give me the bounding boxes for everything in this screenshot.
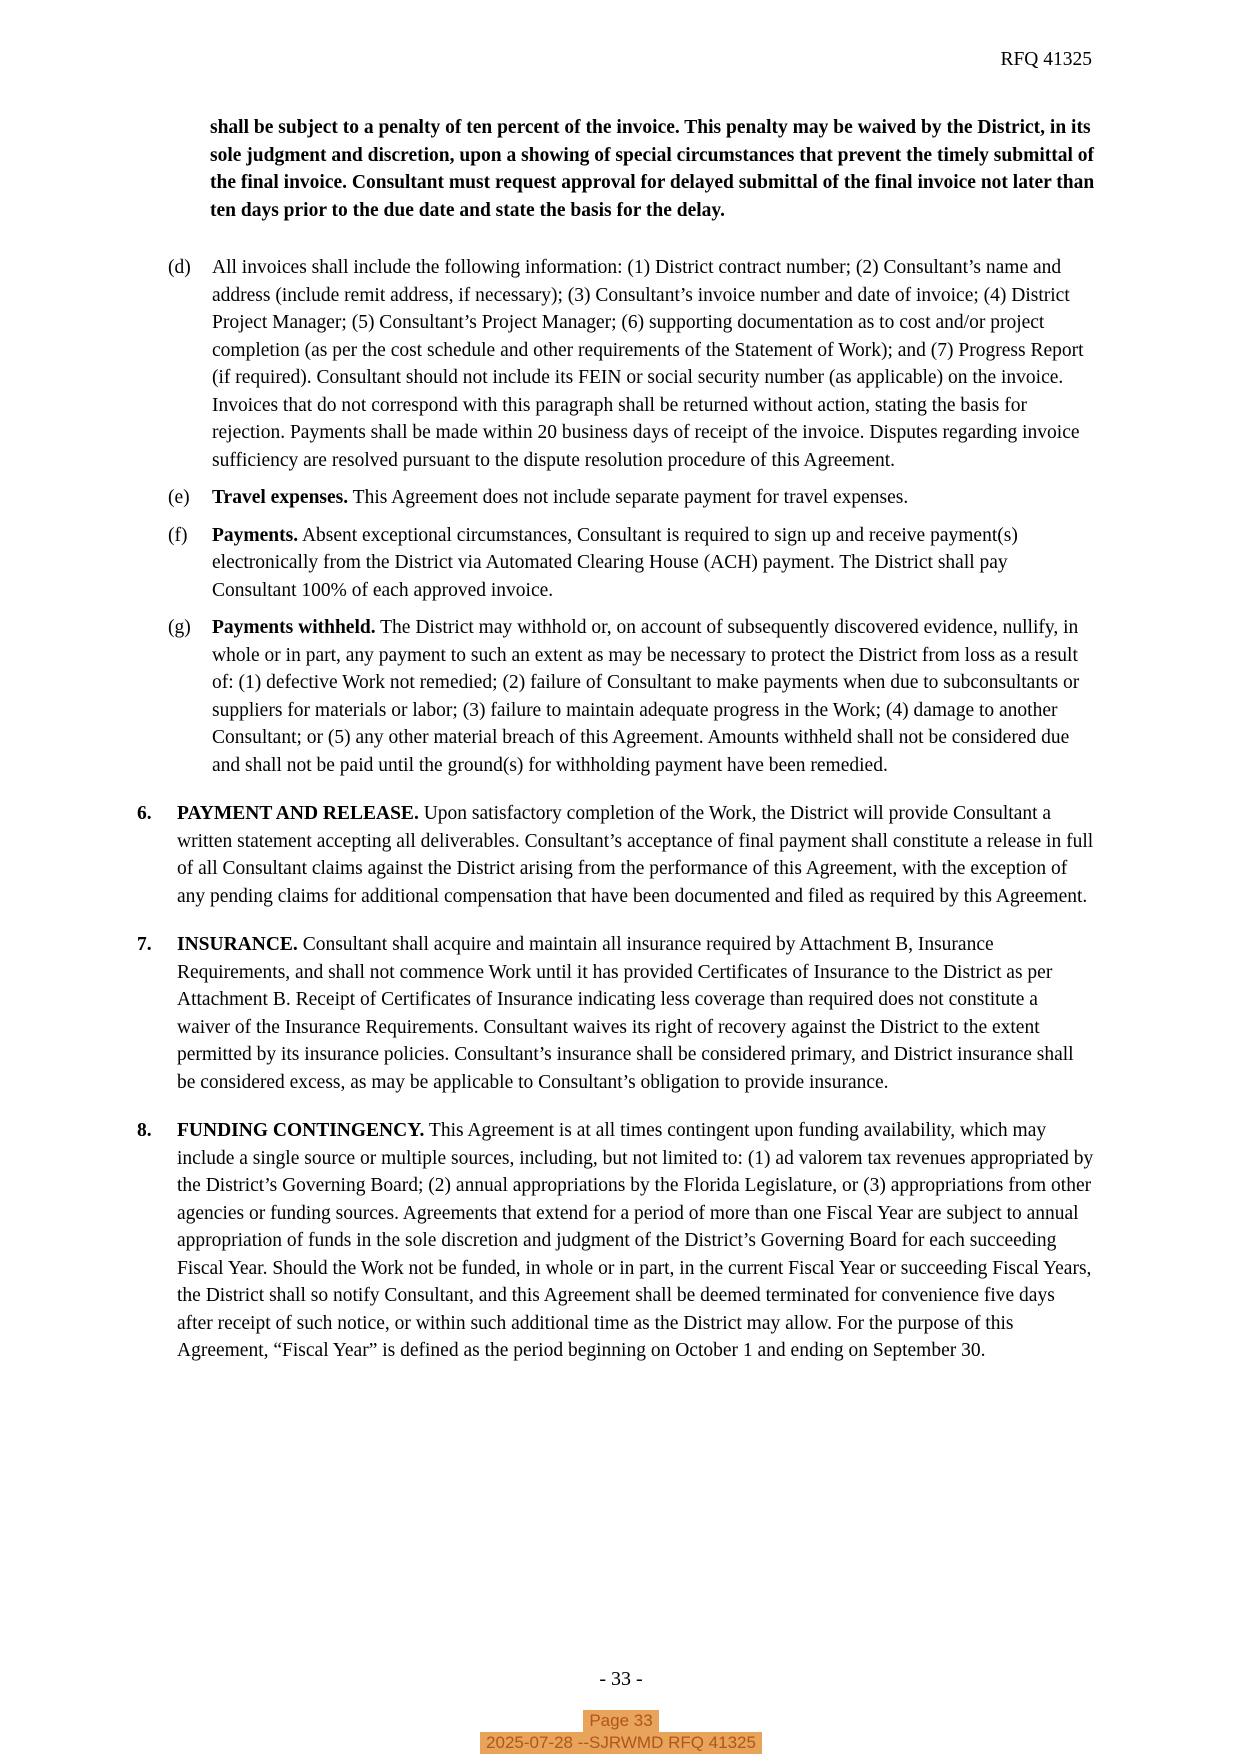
list-item-f [137,522,1095,605]
section-6-payment-and-release [137,800,1095,910]
paragraph-lead: Payments. [212,524,299,546]
page-number: - 33 - [599,1668,643,1690]
paragraph-lead: Travel expenses. [212,487,349,508]
section-text [177,931,1095,1096]
paragraph-text: This Agreement is at all times contingent upon funding availability, which may include a single source or multiple sources, including, but not limited to: (1) ad valorem tax revenues appropriated by the District’s Governing Board; (2) annual appropriations by the Florida Legislature, or (3) appropriations from other agencies or funding sources. Agreements that extend for a period of more than one Fiscal Year are subject to annual appropriation of funds in the sole discretion and judgment of the District’s Governing Board for each succeeding Fiscal Year. Should the Work not be funded, in whole or in part, in the current Fiscal Year or succeeding Fiscal Years, the District shall so notify Consultant, and this Agreement shall be deemed terminated for convenience five days after receipt of such notice, or within such additional time as the District may allow. For the purpose of this Agreement, “Fiscal Year” is defined as the period beginning on October 1 and ending on September 30. [177,1120,1094,1361]
list-item-marker: (d) [168,257,191,278]
section-7-insurance [137,931,1095,1096]
paragraph-text: Absent exceptional circumstances, Consultant is required to sign up and receive payment(s) electronically from the District via Automated Clearing House (ACH) payment. The District shall pay Consultant 100% of each approved invoice. [212,524,1018,601]
paragraph-text: The District may withhold or, on account of subsequently discovered evidence, nullify, in whole or in part, any payment to such an extent as may be necessary to protect the District from loss as a result of: (1) defective Work not remedied; (2) failure of Consultant to make payments when due to subconsultants or suppliers for materials or labor; (3) failure to maintain adequate progress in the Work; (4) damage to another Consultant; or (5) any other material breach of this Agreement. Amounts withheld shall not be considered due and shall not be paid until the ground(s) for withholding payment have been remedied. [212,617,1080,776]
section-heading: INSURANCE. [177,934,298,955]
paragraph-text: Upon satisfactory completion of the Work, the District will provide Consultant a written statement accepting all deliverables. Consultant’s acceptance of final payment shall constitute a release in full of all Consultant claims against the District arising from the performance of this Agreement, with the exception of any pending claims for additional compensation that have been documented and filed as required by this Agreement. [177,803,1094,907]
section-number: 7. [137,934,152,955]
list-item-marker: (g) [168,617,191,638]
list-item-text [212,522,1095,605]
section-text [177,1117,1095,1365]
list-item-d [137,254,1095,474]
list-item-marker: (f) [168,524,188,546]
header-doc-ref: RFQ 41325 [1000,49,1092,70]
stamp-row [0,1732,1242,1754]
paragraph-text: This Agreement does not include separate payment for travel expenses. [352,487,909,508]
list-item-e [137,484,1095,512]
list-item-text [212,254,1095,474]
section-8-funding-contingency [137,1117,1095,1365]
intro-paragraph: shall be subject to a penalty of ten percent of the invoice. This penalty may be waived by the District, in its sole judgment and discretion, upon a showing of special circumstances that prevent the timely submittal of the final invoice. Consultant must request approval for delayed submittal of the final invoice not later than ten days prior to the due date and state the basis for the delay. [210,117,1095,221]
section-text [177,800,1095,910]
section-heading: FUNDING CONTINGENCY. [177,1120,425,1141]
footer-stamp [0,1710,1242,1754]
document-content [137,114,1095,1365]
paragraph-lead: Payments withheld. [212,617,376,638]
paragraph-text: All invoices shall include the following information: (1) District contract number; (2) Consultant’s name and address (include remit address, if necessary); (3) Consultant’s invoice number and date of invoice; (4) District Project Manager; (5) Consultant’s Project Manager; (6) supporting documentation as to cost and/or project completion (as per the cost schedule and other requirements of the Statement of Work); and (7) Progress Report (if required). Consultant should not include its FEIN or social security number (as applicable) on the invoice. Invoices that do not correspond with this paragraph shall be returned without action, stating the basis for rejection. Payments shall be made within 20 business days of receipt of the invoice. Disputes regarding invoice sufficiency are resolved pursuant to the dispute resolution procedure of this Agreement. [212,257,1084,471]
section-number: 6. [137,803,152,824]
list-item-marker: (e) [168,487,190,508]
paragraph-text: Consultant shall acquire and maintain all insurance required by Attachment B, Insurance Requirements, and shall not commence Work until it has provided Certificates of Insurance to the District as per Attachment B. Receipt of Certificates of Insurance indicating less coverage than required does not constitute a waiver of the Insurance Requirements. Consultant waives its right of recovery against the District to the extent permitted by its insurance policies. Consultant’s insurance shall be considered primary, and District insurance shall be considered excess, as may be applicable to Consultant’s obligation to provide insurance. [177,934,1074,1093]
stamp-row [0,1710,1242,1732]
list-item-g [137,614,1095,779]
list-item-text [212,614,1095,779]
stamp-page-label: Page 33 [583,1710,658,1732]
section-number: 8. [137,1120,152,1141]
list-item-text [212,484,1095,512]
stamp-date-ref: 2025-07-28 --SJRWMD RFQ 41325 [480,1732,762,1754]
section-heading: PAYMENT AND RELEASE. [177,803,419,824]
